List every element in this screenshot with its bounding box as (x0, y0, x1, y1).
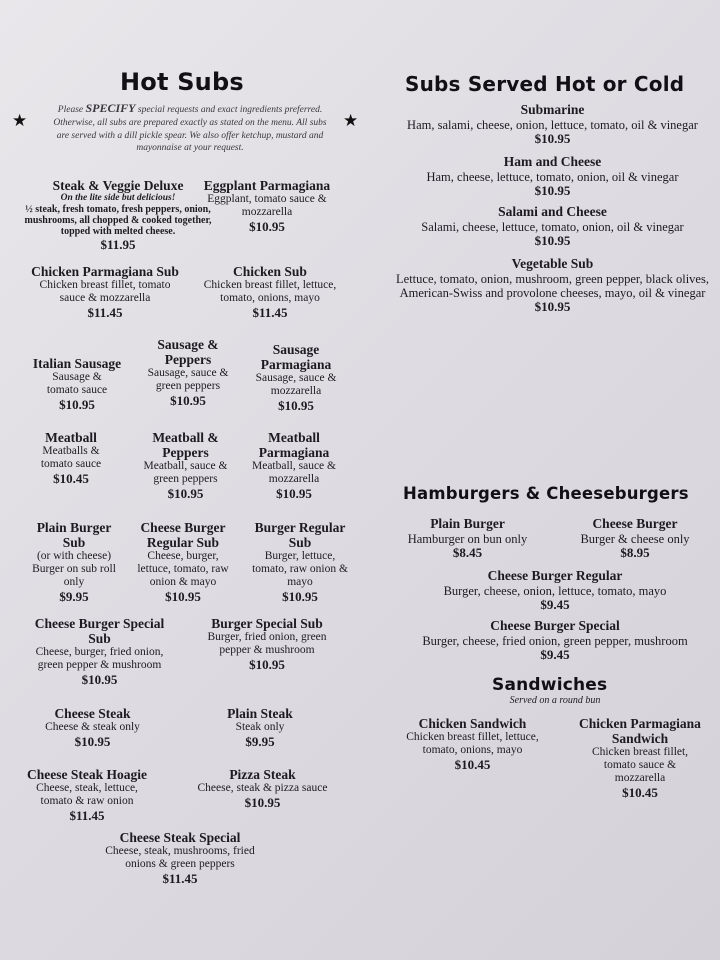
menu-item: Cheese Steak Cheese & steak only $10.95 (45, 706, 140, 749)
menu-item: Plain Steak Steak only $9.95 (227, 706, 293, 749)
menu-item: Italian Sausage Sausage & tomato sauce $10.95 (32, 356, 122, 412)
sandwiches-heading: Sandwiches (492, 675, 608, 695)
menu-item: Cheese Burger Regular Sub Cheese, burger, lettuce, tomato, raw onion & mayo $10.95 (137, 520, 229, 604)
menu-item: Submarine Ham, salami, cheese, onion, lettuce, tomato, oil & vinegar $10.95 (407, 102, 698, 146)
menu-item: Salami and Cheese Salami, cheese, lettuce, tomato, onion, oil & vinegar $10.95 (421, 204, 684, 248)
star-icon: ★ (12, 111, 28, 130)
menu-item: Steak & Veggie Deluxe On the lite side but delicious! ½ steak, fresh tomato, fresh peppers, onion, mushrooms, all chopped & cooked together, topped with melted cheese. $11.95 (24, 178, 212, 253)
hot-subs-note: Please SPECIFY special requests and exact ingredients preferred. Otherwise, all subs are prepared exactly as stated on the menu. All subs are served with a dill pickle spear. We also offer ketchup, mustard and mayonnaise at your request. (53, 101, 327, 154)
menu-item: Pizza Steak Cheese, steak & pizza sauce $10.95 (197, 767, 328, 810)
menu-item: Cheese Steak Hoagie Cheese, steak, lettuce, tomato & raw onion $11.45 (27, 767, 147, 823)
menu-item: Eggplant Parmagiana Eggplant, tomato sauce & mozzarella $10.95 (203, 178, 331, 234)
burgers-heading: Hamburgers & Cheeseburgers (403, 484, 689, 503)
menu-item: Sausage Parmagiana Sausage, sauce & mozzarella $10.95 (255, 342, 337, 413)
menu-item: Cheese Burger Regular Burger, cheese, onion, lettuce, tomato, mayo $9.45 (443, 568, 667, 612)
menu-item: Chicken Parmagiana Sub Chicken breast fillet, tomato sauce & mozzarella $11.45 (31, 264, 179, 320)
menu-item: Sausage & Peppers Sausage, sauce & green peppers $10.95 (147, 337, 229, 408)
sandwiches-subheading: Served on a round bun (509, 695, 601, 706)
star-icon: ★ (343, 111, 359, 130)
menu-item: Vegetable Sub Lettuce, tomato, onion, mushroom, green pepper, black olives, American-Swiss and provolone cheeses, mayo, oil & vinegar $10.95 (396, 256, 709, 315)
hot-or-cold-heading: Subs Served Hot or Cold (405, 72, 685, 96)
menu-item: Meatball & Peppers Meatball, sauce & green peppers $10.95 (143, 430, 228, 501)
hot-subs-heading: Hot Subs (120, 68, 244, 96)
menu-item: Cheese Steak Special Cheese, steak, mushrooms, fried onions & green peppers $11.45 (105, 830, 255, 886)
menu-item: Meatball Meatballs & tomato sauce $10.45 (40, 430, 102, 486)
menu-item: Cheese Burger Burger & cheese only $8.95 (580, 516, 690, 560)
menu-item: Plain Burger Hamburger on bun only $8.45 (407, 516, 528, 560)
menu-item: Cheese Burger Special Sub Cheese, burger, fried onion, green pepper & mushroom $10.95 (34, 616, 165, 687)
menu-item: Chicken Sandwich Chicken breast fillet, lettuce, tomato, onions, mayo $10.45 (406, 716, 539, 772)
menu-item: Chicken Parmagiana Sandwich Chicken breast fillet, tomato sauce & mozzarella $10.45 (579, 716, 701, 800)
menu-item: Meatball Parmagiana Meatball, sauce & mozzarella $10.95 (252, 430, 336, 501)
menu-item: Ham and Cheese Ham, cheese, lettuce, tomato, onion, oil & vinegar $10.95 (426, 154, 679, 198)
menu-item: Cheese Burger Special Burger, cheese, fried onion, green pepper, mushroom $9.45 (422, 618, 688, 662)
menu-item: Plain Burger Sub (or with cheese) Burger on sub roll only $9.95 (32, 520, 116, 604)
menu-item: Chicken Sub Chicken breast fillet, lettuce, tomato, onions, mayo $11.45 (203, 264, 337, 320)
menu-item: Burger Special Sub Burger, fried onion, green pepper & mushroom $10.95 (207, 616, 327, 672)
menu-item: Burger Regular Sub Burger, lettuce, tomato, raw onion & mayo $10.95 (252, 520, 348, 604)
